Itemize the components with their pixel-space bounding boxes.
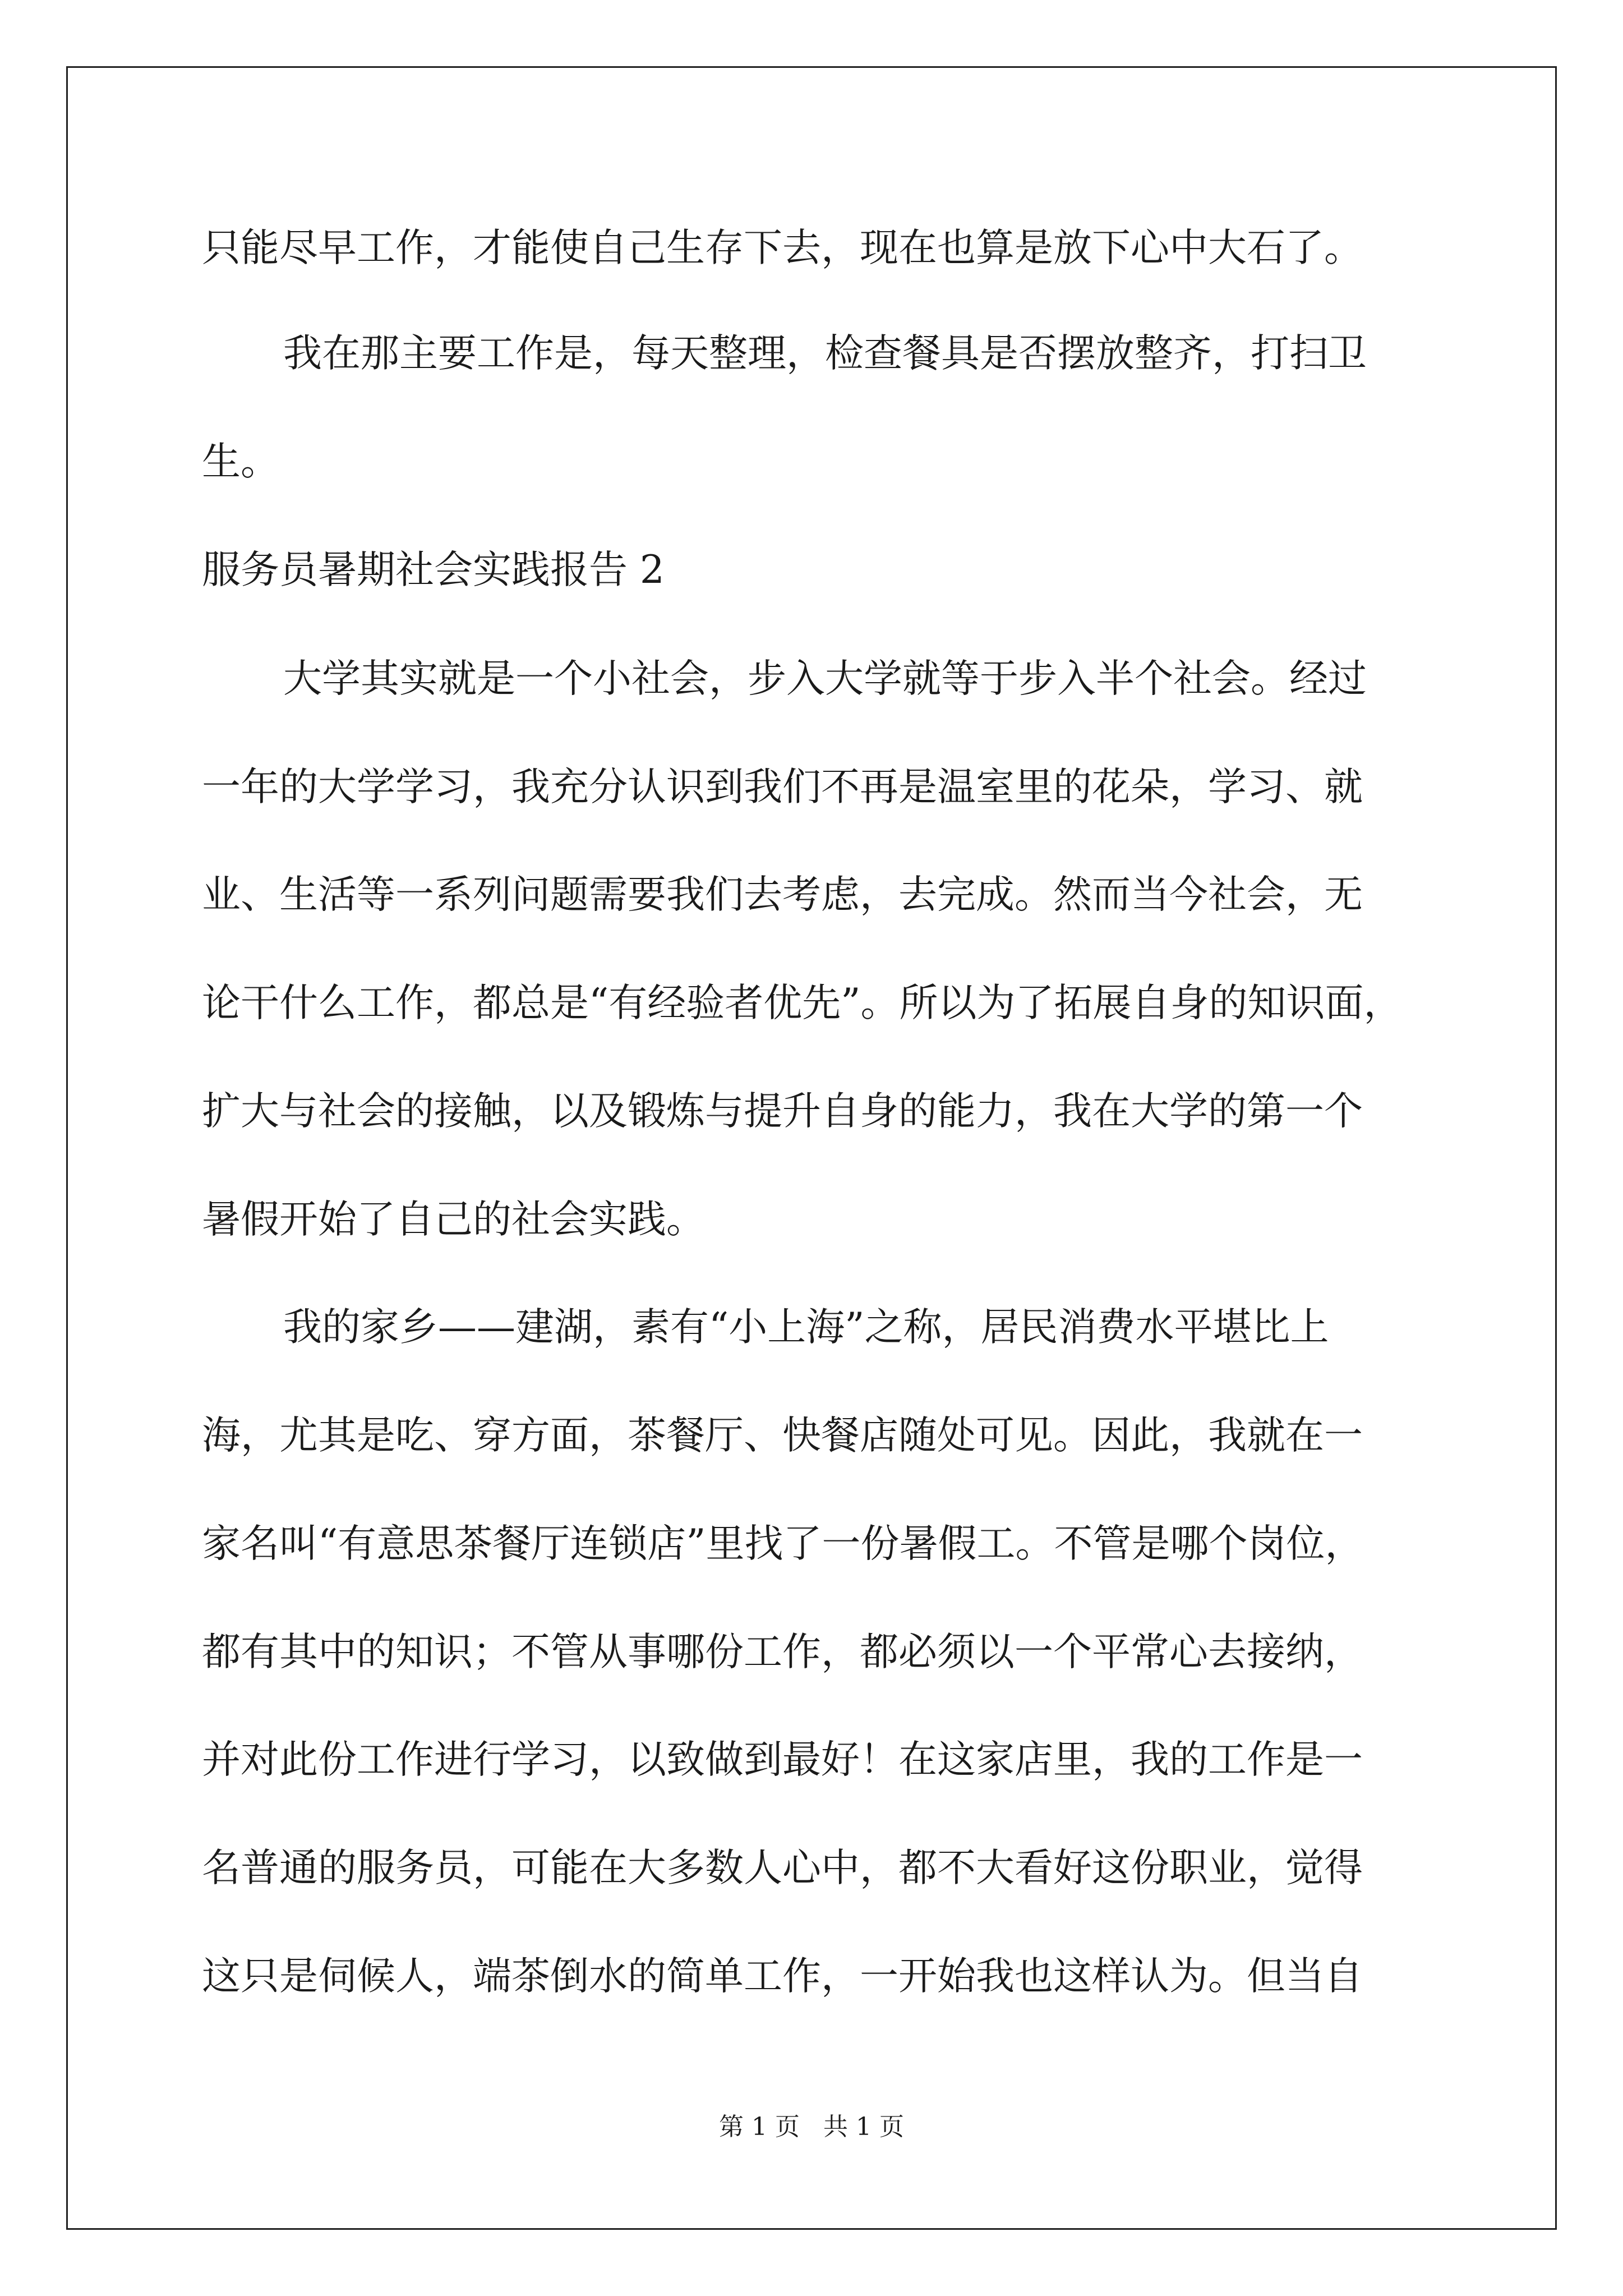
- body-line-9: 扩大与社会的接触，以及锻炼与提升自身的能力，我在大学的第一个: [202, 1089, 1363, 1134]
- body-line-13: 家名叫“有意思茶餐厅连锁店”里找了一份暑假工。不管是哪个岗位，: [202, 1521, 1364, 1566]
- body-line-15: 并对此份工作进行学习，以致做到最好！在这家店里，我的工作是一: [202, 1737, 1363, 1782]
- body-line-7: 业、生活等一系列问题需要我们去考虑，去完成。然而当今社会，无: [202, 872, 1363, 917]
- page-border: [66, 66, 1557, 2230]
- body-line-14: 都有其中的知识；不管从事哪份工作，都必须以一个平常心去接纳，: [202, 1630, 1363, 1674]
- body-line-16: 名普通的服务员，可能在大多数人心中，都不大看好这份职业，觉得: [202, 1846, 1363, 1890]
- body-line-8: 论干什么工作，都总是“有经验者优先”。所以为了拓展自身的知识面，: [202, 981, 1403, 1025]
- page-number-footer: 第 1 页 共 1 页: [719, 2113, 904, 2141]
- body-line-3: 生。: [202, 439, 279, 484]
- body-line-12: 海，尤其是吃、穿方面，茶餐厅、快餐店随处可见。因此，我就在一: [202, 1413, 1363, 1458]
- section-heading: 服务员暑期社会实践报告 2: [202, 547, 665, 592]
- body-line-10: 暑假开始了自己的社会实践。: [202, 1197, 705, 1242]
- body-line-2: 我在那主要工作是，每天整理，检查餐具是否摆放整齐，打扫卫: [283, 331, 1367, 376]
- body-line-11: 我的家乡——建湖，素有“小上海”之称，居民消费水平堪比上: [283, 1305, 1329, 1350]
- body-line-17: 这只是伺候人，端茶倒水的简单工作，一开始我也这样认为。但当自: [202, 1954, 1363, 1999]
- body-line-5: 大学其实就是一个小社会，步入大学就等于步入半个社会。经过: [283, 656, 1367, 701]
- body-line-1: 只能尽早工作，才能使自己生存下去，现在也算是放下心中大石了。: [202, 226, 1363, 270]
- body-line-6: 一年的大学学习，我充分认识到我们不再是温室里的花朵，学习、就: [202, 765, 1363, 809]
